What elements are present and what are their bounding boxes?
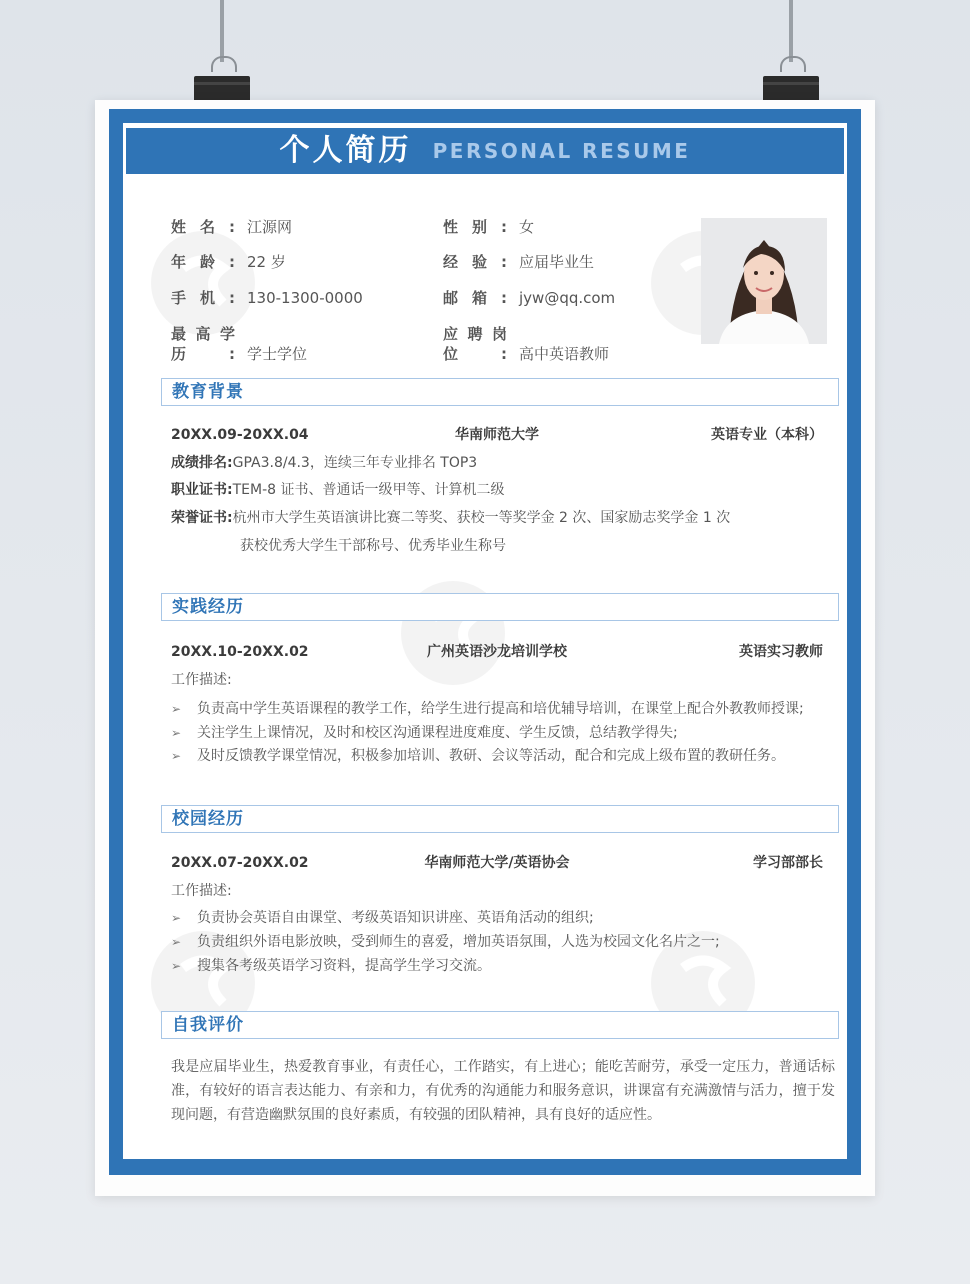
info-label: 年龄: xyxy=(171,253,235,271)
resume-title-cn: 个人简历 xyxy=(279,133,412,168)
honor-label: 荣誉证书: xyxy=(171,510,233,526)
info-degree xyxy=(171,324,307,364)
arrow-bullet-icon: ➢ xyxy=(171,702,182,716)
honor-value-line2: 获校优秀大学生干部称号、优秀毕业生称号 xyxy=(240,538,506,554)
list-item: ➢ 负责组织外语电影放映，受到师生的喜爱，增加英语氛围，人选为校园文化名片之一; xyxy=(171,934,720,950)
section-practice xyxy=(161,593,839,621)
practice-desc-label: 工作描述: xyxy=(171,672,232,688)
arrow-bullet-icon: ➢ xyxy=(171,726,182,740)
list-item: ➢ 负责高中学生英语课程的教学工作，给学生进行提高和培优辅导培训，在课堂上配合外教教师授课; xyxy=(171,701,804,717)
info-value: 130-1300-0000 xyxy=(247,289,363,307)
info-phone xyxy=(171,288,363,308)
info-position xyxy=(443,324,609,364)
practice-period: 20XX.10-20XX.02 xyxy=(171,644,309,660)
list-item: ➢ 关注学生上课情况，及时和校区沟通课程进度难度、学生反馈，总结教学得失; xyxy=(171,725,678,741)
info-label: 性别: xyxy=(443,218,507,236)
resume-frame xyxy=(109,109,861,1175)
info-label: 应聘岗位: xyxy=(443,325,507,363)
cert-value: TEM-8 证书、普通话一级甲等、计算机二级 xyxy=(232,482,505,498)
campus-org: 华南师范大学/英语协会 xyxy=(424,855,570,871)
info-email xyxy=(443,288,615,308)
arrow-bullet-icon: ➢ xyxy=(171,935,182,949)
info-label: 手机: xyxy=(171,289,235,307)
info-name xyxy=(171,217,292,237)
education-honor-cont xyxy=(240,536,506,556)
info-label: 最高学历: xyxy=(171,325,235,363)
education-school: 华南师范大学 xyxy=(455,427,539,443)
education-major: 英语专业（本科） xyxy=(711,427,823,443)
campus-role: 学习部部长 xyxy=(753,855,823,871)
list-item: ➢ 负责协会英语自由课堂、考级英语知识讲座、英语角活动的组织; xyxy=(171,910,594,926)
self-eval-text: 我是应届毕业生，热爱教育事业，有责任心，工作踏实，有上进心；能吃苦耐劳，承受一定压力，普通话标准，有较好的语言表达能力、有亲和力，有优秀的沟通能力和服务意识，讲课富有充满激情与活力，擅于发现问题，有营造幽默氛围的良好素质，有较强的团队精神，具有良好的适应性。 xyxy=(171,1059,835,1123)
section-title: 自我评价 xyxy=(172,1015,244,1035)
resume-paper xyxy=(95,100,875,1196)
campus-desc-label: 工作描述: xyxy=(171,883,232,899)
education-row xyxy=(171,425,823,445)
section-campus xyxy=(161,805,839,833)
campus-period: 20XX.07-20XX.02 xyxy=(171,855,309,871)
education-period: 20XX.09-20XX.04 xyxy=(171,427,309,443)
section-self-eval xyxy=(161,1011,839,1039)
resume-content xyxy=(123,123,847,1159)
section-title: 实践经历 xyxy=(172,597,244,617)
honor-value-line1: 杭州市大学生英语演讲比赛二等奖、获校一等奖学金 2 次、国家励志奖学金 1 次 xyxy=(232,510,731,526)
info-value: 学士学位 xyxy=(247,345,308,363)
info-value: 应届毕业生 xyxy=(519,253,595,271)
profile-photo xyxy=(701,218,827,344)
education-cert xyxy=(171,480,505,500)
hanging-wire-right xyxy=(789,0,793,62)
arrow-bullet-icon: ➢ xyxy=(171,911,182,925)
info-gender xyxy=(443,217,534,237)
section-title: 教育背景 xyxy=(172,382,244,402)
section-title: 校园经历 xyxy=(172,809,244,829)
campus-row xyxy=(171,853,823,873)
info-label: 邮箱: xyxy=(443,289,507,307)
list-item: ➢ 搜集各考级英语学习资料，提高学生学习交流。 xyxy=(171,958,491,974)
arrow-bullet-icon: ➢ xyxy=(171,749,182,763)
ranking-label: 成绩排名: xyxy=(171,455,233,471)
info-value: 高中英语教师 xyxy=(519,345,610,363)
info-label: 经验: xyxy=(443,253,507,271)
resume-header xyxy=(126,128,844,174)
education-ranking xyxy=(171,453,477,473)
hanging-wire-left xyxy=(220,0,224,62)
practice-org: 广州英语沙龙培训学校 xyxy=(427,644,567,660)
info-value: jyw@qq.com xyxy=(519,289,616,307)
info-experience xyxy=(443,252,594,272)
info-value: 22 岁 xyxy=(247,253,286,271)
section-education xyxy=(161,378,839,406)
practice-role: 英语实习教师 xyxy=(739,644,823,660)
info-label: 姓名: xyxy=(171,218,235,236)
education-honor xyxy=(171,508,730,528)
info-age xyxy=(171,252,286,272)
info-value: 女 xyxy=(519,218,535,236)
practice-row xyxy=(171,642,823,662)
resume-title-en: PERSONAL RESUME xyxy=(432,139,691,163)
cert-label: 职业证书: xyxy=(171,482,233,498)
list-item: ➢ 及时反馈教学课堂情况，积极参加培训、教研、会议等活动，配合和完成上级布置的教研任务。 xyxy=(171,748,785,764)
arrow-bullet-icon: ➢ xyxy=(171,959,182,973)
info-value: 江源网 xyxy=(247,218,293,236)
ranking-value: GPA3.8/4.3，连续三年专业排名 TOP3 xyxy=(232,455,478,471)
